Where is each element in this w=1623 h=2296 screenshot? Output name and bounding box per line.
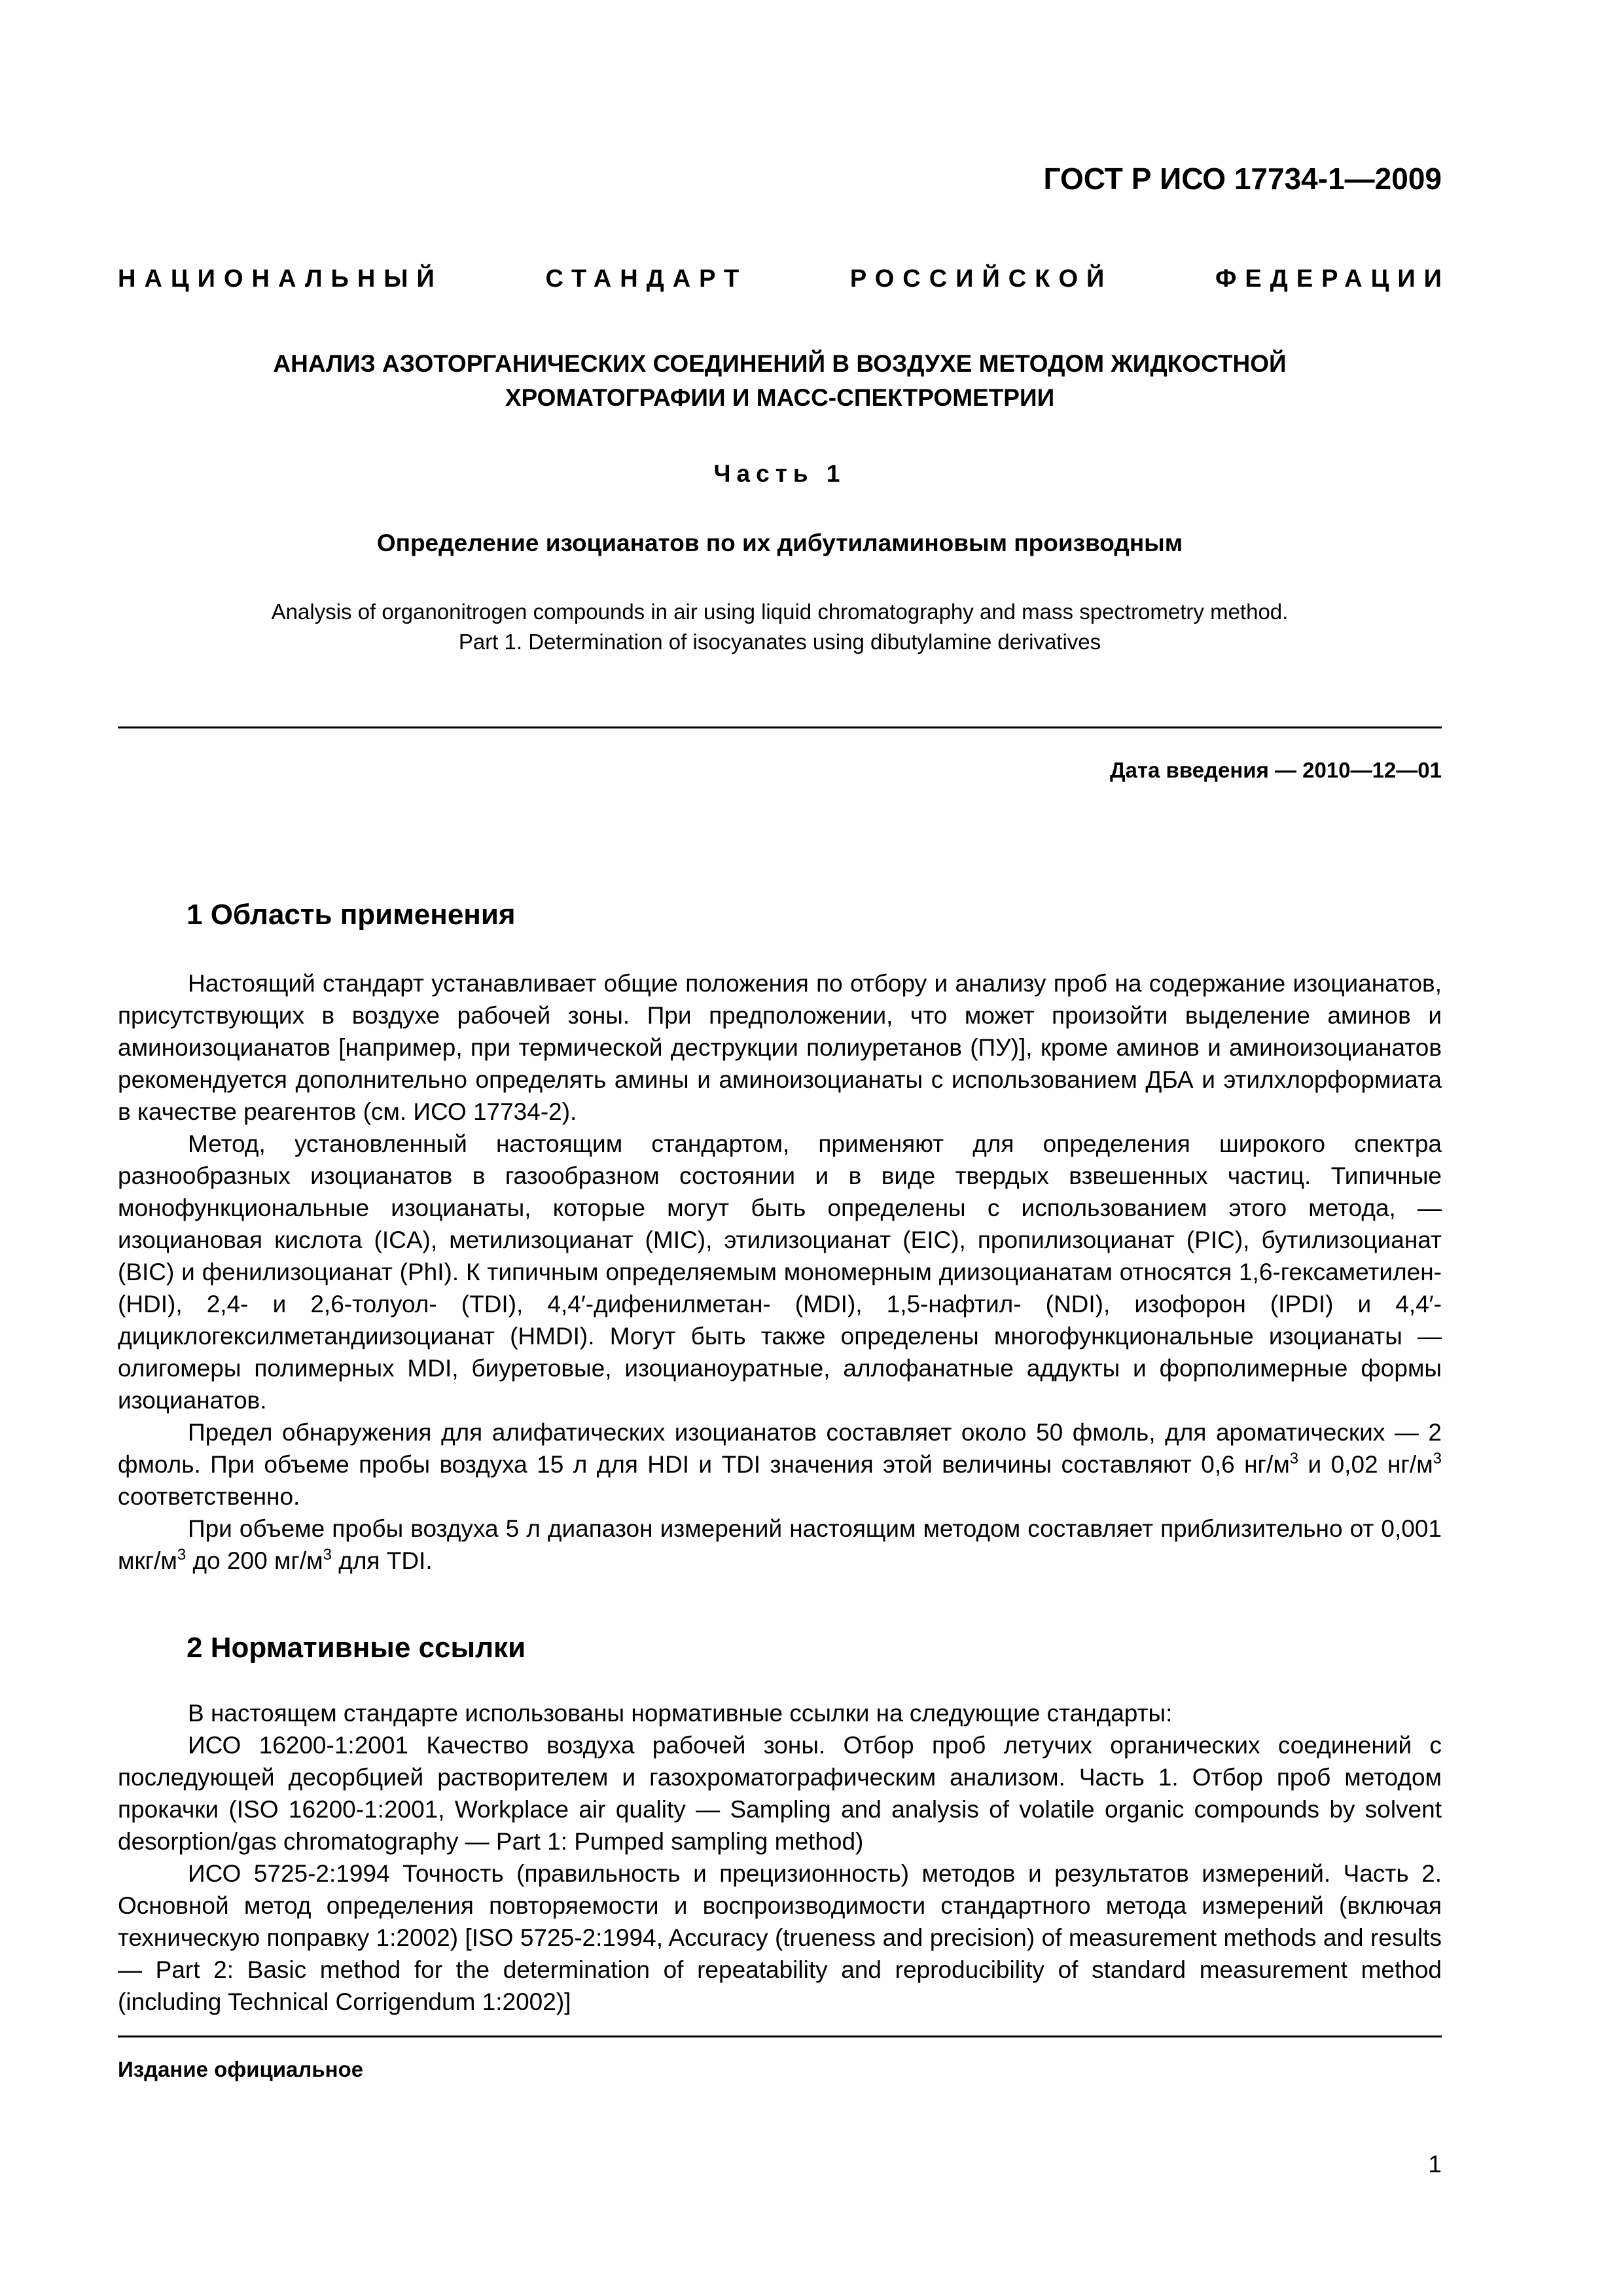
bottom-divider	[118, 2036, 1442, 2037]
page-number: 1	[1428, 2151, 1442, 2178]
superscript: 3	[323, 1546, 332, 1564]
section-heading-scope: 1 Область применения	[187, 899, 516, 931]
section-heading-references: 2 Нормативные ссылки	[187, 1632, 526, 1664]
standard-code: ГОСТ Р ИСО 17734-1—2009	[1043, 162, 1442, 196]
national-word: ФЕДЕРАЦИИ	[1215, 265, 1450, 293]
title-line: ХРОМАТОГРАФИИ И МАСС-СПЕКТРОМЕТРИИ	[505, 384, 1055, 411]
national-word: РОССИЙСКОЙ	[849, 265, 1113, 293]
document-subtitle: Определение изоцианатов по их дибутиламиновым производным	[376, 529, 1183, 556]
reference-item: ИСО 16200-1:2001 Качество воздуха рабочей зоны. Отбор проб летучих органических соединений с последующей десорбцией растворителем и газохроматографическим анализом. Часть 1. Отбор проб методом прокачки (ISO 16200-1:2001, Workplace air quality — Sampling and analysis of volatile organic compounds by solvent desorption/gas chromatography — Part 1: Pumped sampling method)	[118, 1732, 1442, 1855]
reference-item: ИСО 5725-2:1994 Точность (правильность и прецизионность) методов и результатов измерений. Часть 2. Основной метод определения повторяемости и воспроизводимости стандартного метода измерений (включая техническую поправку 1:2002) [ISO 5725-2:1994, Accuracy (trueness and precision) of measurement methods and results — Part 2: Basic method for the determination of repeatability and reproducibility of standard measurement method (including Technical Corrigendum 1:2002)]	[118, 1860, 1442, 2015]
introduction-date: Дата введения — 2010—12—01	[1110, 758, 1442, 782]
english-title-line: Part 1. Determination of isocyanates using dibutylamine derivatives	[458, 630, 1101, 654]
paragraph: Предел обнаружения для алифатических изоцианатов составляет около 50 фмоль, для ароматических — 2 фмоль. При объеме пробы воздуха 15 л для HDI и TDI значения этой величины составляют 0,6 $нг/м^3$ и 0,02 $нг/м^3$ соответственно.	[118, 1419, 1442, 1510]
english-title-line: Analysis of organonitrogen compounds in air using liquid chromatography and mass spectrometry method.	[271, 600, 1289, 624]
superscript: 3	[1289, 1450, 1299, 1467]
title-line: АНАЛИЗ АЗОТОРГАНИЧЕСКИХ СОЕДИНЕНИЙ В ВОЗДУХЕ МЕТОДОМ ЖИДКОСТНОЙ	[273, 350, 1287, 377]
national-word: НАЦИОНАЛЬНЫЙ	[118, 265, 443, 293]
part-label: Часть 1	[713, 460, 846, 487]
paragraph: При объеме пробы воздуха 5 л диапазон измерений настоящим методом составляет приблизительно от 0,001 мкг/$м^3$ до 200 $мг/м^3$ для TDI.	[118, 1515, 1442, 1574]
section-references-body	[118, 1697, 1442, 2018]
paragraph: Настоящий стандарт устанавливает общие положения по отбору и анализу проб на содержание изоцианатов, присутствующих в воздухе рабочей зоны. При предположении, что может произойти выделение аминов и аминоизоцианатов [например, при термической деструкции полиуретанов (ПУ)], кроме аминов и аминоизоцианатов рекомендуется дополнительно определять амины и аминоизоцианаты с использованием ДБА и этилхлорформиата в качестве реагентов (см. ИСО 17734-2).	[118, 970, 1442, 1125]
official-edition-label: Издание официальное	[118, 2057, 364, 2081]
superscript: 3	[1433, 1450, 1442, 1467]
national-word: СТАНДАРТ	[545, 265, 748, 293]
section-scope-body	[118, 967, 1442, 1577]
national-standard-header	[118, 263, 1450, 295]
english-title	[118, 597, 1442, 657]
paragraph: Метод, установленный настоящим стандартом, применяют для определения широкого спектра разнообразных изоцианатов в газообразном состоянии и в виде твердых взвешенных частиц. Типичные монофункциональные изоцианаты, которые могут быть определены с использованием этого метода, — изоциановая кислота (ICA), метилизоцианат (MIC), этилизоцианат (EIC), пропилизоцианат (PIC), бутилизоцианат (BIC) и фенилизоцианат (PhI). К типичным определяемым мономерным диизоцианатам относятся 1,6-гексаметилен- (HDI), 2,4- и 2,6-толуол- (TDI), 4,4′-дифенилметан- (MDI), 1,5-нафтил- (NDI), изофорон (IPDI) и 4,4′-дициклогексилметандиизоцианат (HMDI). Могут быть также определены многофункциональные изоцианаты — олигомеры полимерных MDI, биуретовые, изоцианоуратные, аллофанатные аддукты и форполимерные формы изоцианатов.	[118, 1130, 1442, 1414]
superscript: 3	[177, 1546, 187, 1564]
document-title	[118, 347, 1442, 415]
top-divider	[118, 726, 1442, 728]
paragraph: В настоящем стандарте использованы нормативные ссылки на следующие стандарты:	[188, 1700, 1173, 1727]
